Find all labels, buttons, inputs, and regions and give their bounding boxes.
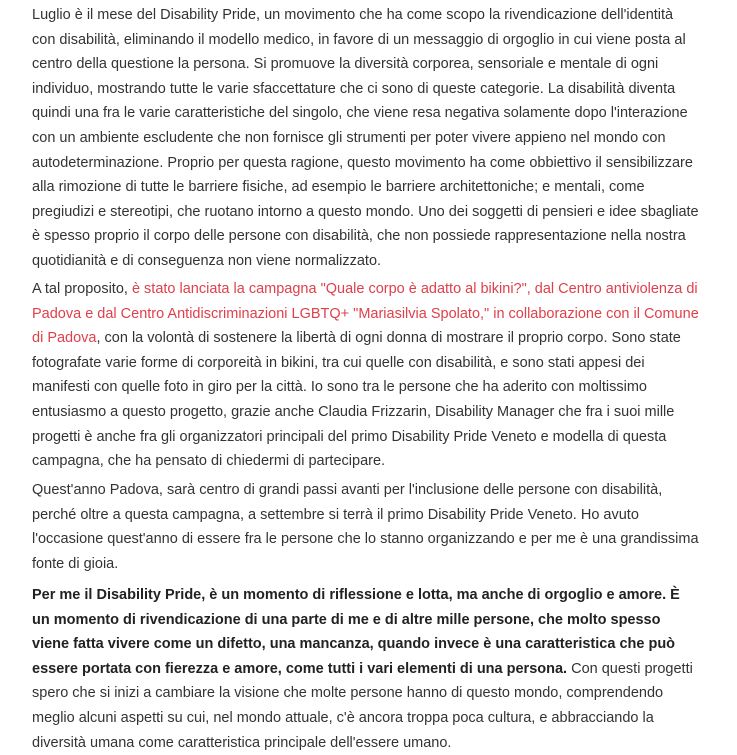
paragraph-personal-reflection xyxy=(32,583,700,755)
paragraph-padova-pride-veneto: Quest'anno Padova, sarà centro di grandi passi avanti per l'inclusione delle persone con disabilità, perché oltre a questa campagna, a settembre si terrà il primo Disability Pride Veneto. Ho avuto l'occasione quest'anno di essere fra le persone che lo stanno organizzando e per me è una grandissima fonte di gioia. xyxy=(32,482,699,572)
paragraph-rest-text: , con la volontà di sostenere la libertà di ogni donna di mostrare il proprio corpo. Sono state fotografate varie forme di corporeità in bikini, tra cui quelle con disabilità, e sono stati appesi dei manifesti con quelle foto in giro per la città. Io sono tra le persone che ha aderito con moltissimo entusiasmo a questo progetto, grazie anche Claudia Frizzarin, Disability Manager che fra i suoi mille progetti è anche fra gli organizzatori principali del primo Disability Pride Veneto e modella di questa campagna, che ha pensato di chiedermi di partecipare. xyxy=(32,330,681,470)
paragraph-intro-text: A tal proposito, xyxy=(32,281,132,297)
paragraph-disability-pride-intro: Luglio è il mese del Disability Pride, un movimento che ha come scopo la rivendicazione dell'identità con disabilità, eliminando il modello medico, in favore di un messaggio di orgoglio in cui viene posta al centro della questione la persona. Si promuove la diversità corporea, sensoriale e mentale di ogni individuo, mostrando tutte le varie sfaccettature che ci sono di queste categorie. La disabilità diventa quindi una fra le varie caratteristiche del singolo, che viene resa negativa solamente dopo l'interazione con un ambiente escludente che non fornisce gli strumenti per poter vivere appieno nel mondo con autodeterminazione. Proprio per questa ragione, questo movimento ha come obbiettivo il sensibilizzare alla rimozione di tutte le barriere fisiche, ad esempio le barriere architettoniche; e mentali, come pregiudizi e stereotipi, che ruotano intorno a questo mondo. Uno dei soggetti di pensieri e idee sbagliate è spesso proprio il corpo delle persone con disabilità, che non possiede rappresentazione nella nostra quotidianità e di conseguenza non viene normalizzato. xyxy=(32,7,699,269)
paragraph-closing-text: Con questi progetti spero che si inizi a cambiare la visione che molte persone hanno di questo mondo, comprendendo meglio alcuni aspetti su cui, nel mondo attuale, c'è ancora troppa poca cultura, e abbracciando la diversità umana come caratteristica principale dell'essere umano. xyxy=(32,660,693,751)
bold-statement: Per me il Disability Pride, è un momento di riflessione e lotta, ma anche di orgoglio e amore. È un momento di rivendicazione di una parte di me e di altre mille persone, che molto spesso viene fatta vivere come un difetto, una mancanza, quando invece è una caratteristica che può essere portata con fierezza e amore, come tutti i vari elementi di una persona. xyxy=(32,587,680,677)
paragraph-bikini-campaign xyxy=(32,277,700,474)
campaign-link[interactable]: è stato lanciata la campagna "Quale corpo è adatto al bikini?", dal Centro antiviolenza di Padova e dal Centro Antidiscriminazioni LGBTQ+ "Mariasilvia Spolato," in collaborazione con il Comune di Padova xyxy=(32,281,699,347)
